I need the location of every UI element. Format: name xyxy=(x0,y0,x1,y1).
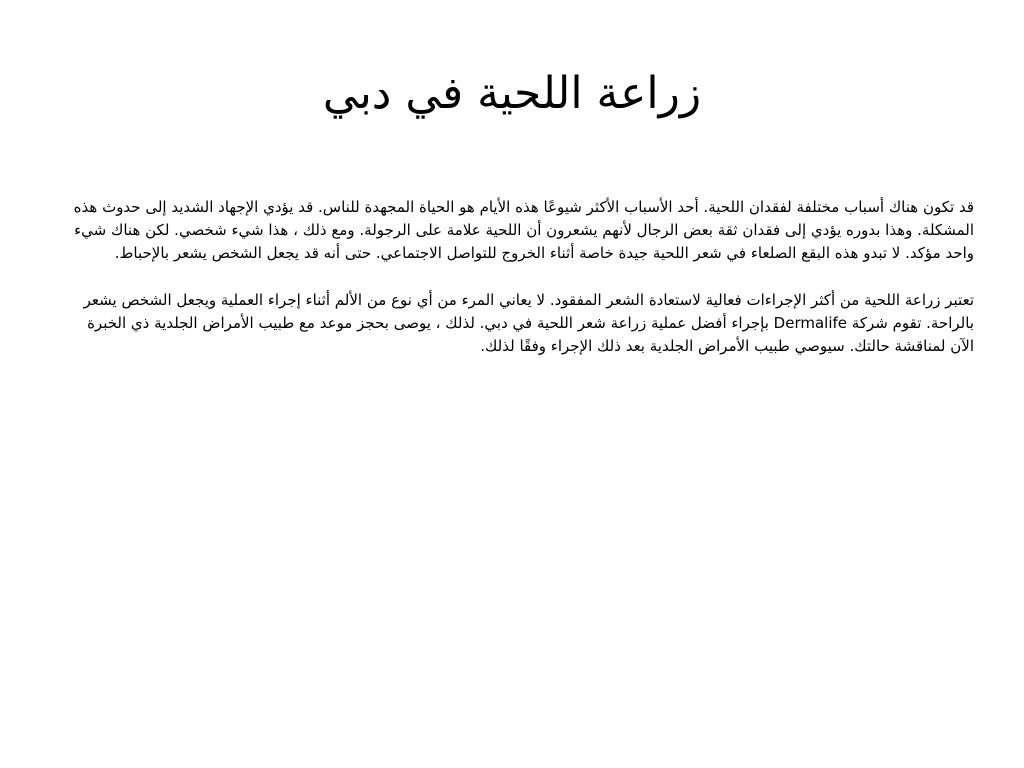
slide-body xyxy=(68,196,974,382)
slide-title: زراعة اللحية في دبي xyxy=(322,68,702,119)
body-paragraph-2: تعتبر زراعة اللحية من أكثر الإجراءات فعالية لاستعادة الشعر المفقود. لا يعاني المرء من أي نوع من الألم أثناء إجراء العملية ويجعل الشخص يشعر بالراحة. تقوم شركة Dermalife بإجراء أفضل عملية زراعة شعر اللحية في دبي. لذلك ، يوصى بحجز موعد مع طبيب الأمراض الجلدية ذي الخبرة الآن لمناقشة حالتك. سيوصي طبيب الأمراض الجلدية بعد ذلك الإجراء وفقًا لذلك. xyxy=(83,291,974,355)
body-paragraph-1: قد تكون هناك أسباب مختلفة لفقدان اللحية. أحد الأسباب الأكثر شيوعًا هذه الأيام هو الحياة المجهدة للناس. قد يؤدي الإجهاد الشديد إلى حدوث هذه المشكلة. وهذا بدوره يؤدي إلى فقدان ثقة بعض الرجال لأنهم يشعرون أن اللحية علامة على الرجولة. ومع ذلك ، هذا شيء شخصي. لكن هناك شيء واحد مؤكد. لا تبدو هذه البقع الصلعاء في شعر اللحية جيدة خاصة أثناء الخروج للتواصل الاجتماعي. حتى أنه قد يجعل الشخص يشعر بالإحباط. xyxy=(73,198,974,262)
